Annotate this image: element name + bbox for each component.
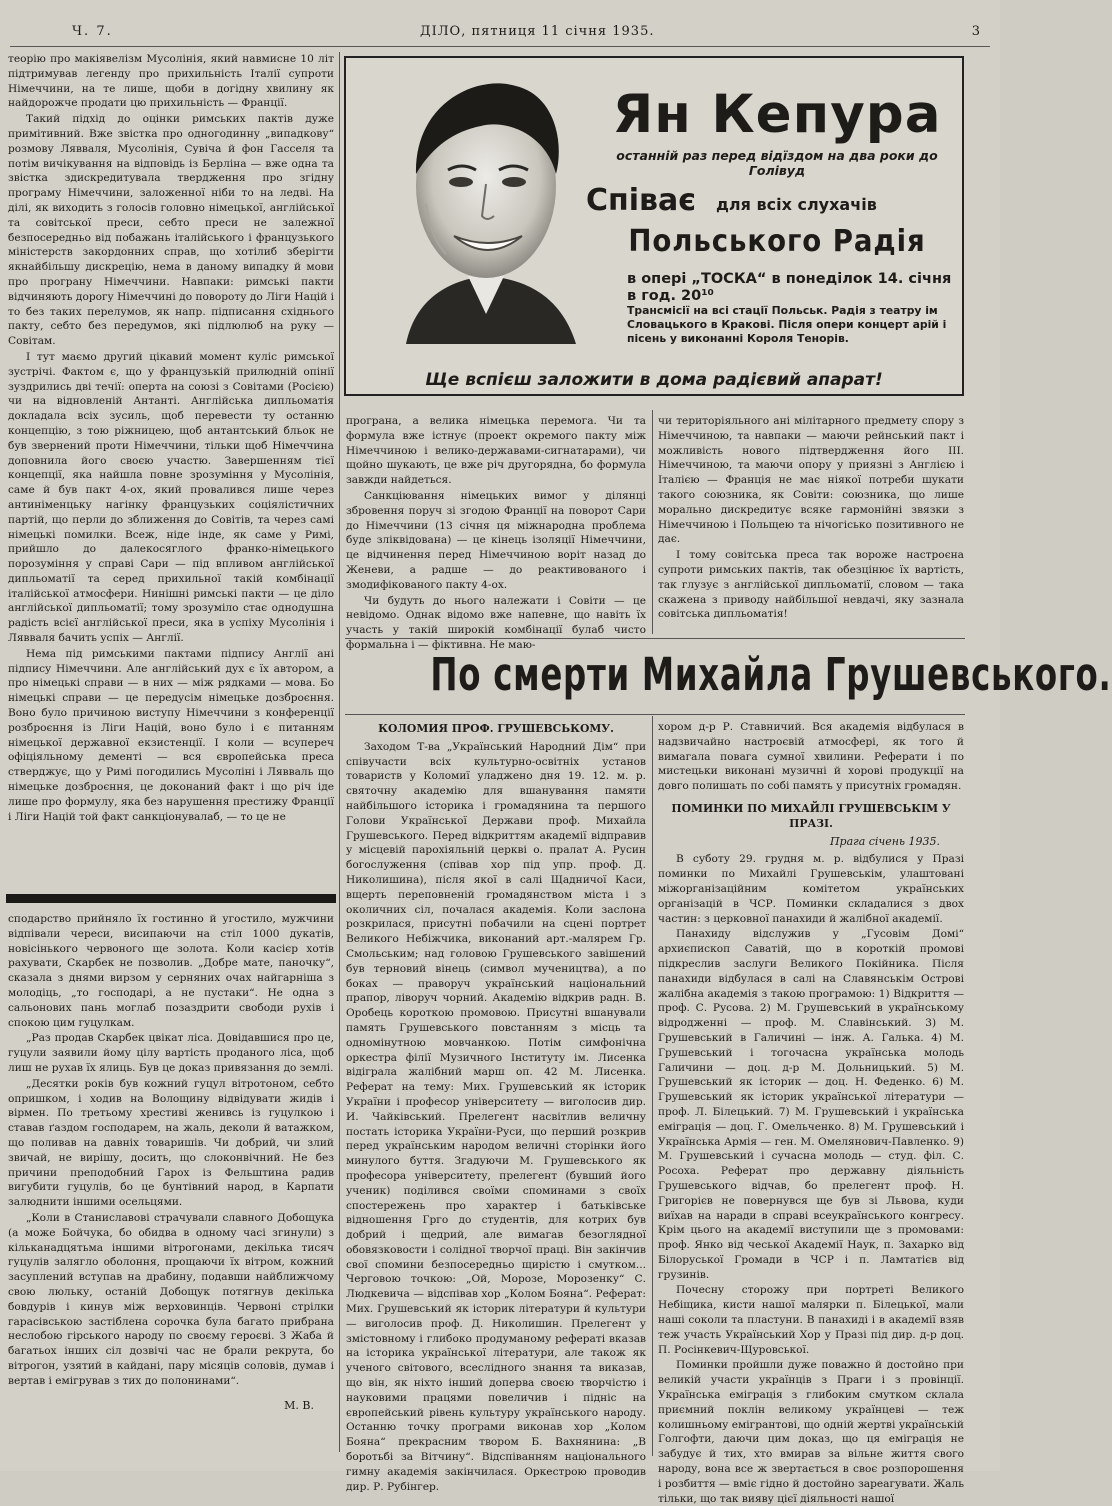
paragraph: теорію про макіявелізм Мусолінія, який навмисне 10 літ підтримував легенду про прихильність Італії супроти Німеччини, на те лише, щоби в догідну хвилину як найдорожче продати цю прихильність — Франції. [8,53,334,110]
paragraph: „Раз продав Скарбек цвікат ліса. Довідавшися про це, гуцули заявили йому цілу вартість проданого ліса, щоб лиш не рухав їх ялиць. Був це доказ привязання до землі. [8,1032,334,1074]
paragraph: Такий підхід до оцінки римських пактів дуже примітивний. Вже звістка про одногодинну „випадкову“ розмову Лявваля, Мусолінія, Сувіча й фон Гасселя та потім вичікування на відповідь із Берліна — вже одна та звістка здискредитувала твердження про згідну програму Німеччини, заложенної ніби то на ледві. На ділі, як виходить з голосів головно німецької, англійської та совітської преси, себто преси не залежної безпосередньо від побажань італійського і французького міністерств закордонних справ, що хотілиб зберігти якнайбільшу дискрецію, нема в даному випадку й мови про програну Німеччини. Навпаки: римські пакти відчиняють дорогу Німеччині до повороту до Ліги Націй і то без таких перелумов, як напр. підписання східнього пакту, себто без передумов, які підлюлюб на руку — Совітам. [8,113,334,348]
article-continuation-column-3 [658,414,964,632]
paragraph: хором д-р Р. Ставничий. Вся академія відбулася в надзвичайно настроєвій атмосфері, як того й вимагала повага сумної хвилини. Реферати і по мистецьки виконані музичні й хорові продукції на довго полишать по собі память у присутніх громадян. [658,721,964,793]
singer-portrait-image [386,64,586,344]
paragraph: Санкціювання німецьких вимог у ділянці збровення поруч зі згодою Франції на поворот Сари до Німеччини (13 січня ця міжнародна проблема буде зліквідована) — це кінець ізоляції Німеччини, це відчинення перед Німеччиною воріт назад до Женеви, а радше — до реактивованого і змодифікованого пакту 4-ох. [346,489,646,591]
paragraph: Заходом Т-ва „Український Народний Дім“ при співучасти всіх культурно-освітніх установ товариств у Коломиї уладжено дня 19. 12. м. р. святочну академію для вшанування памяти найбільшого історика і громадянина та першого Голови Української Держави проф. Михайла Грушевського. Перед відкриттям академії відправив у місцевій парохіяльній церкві о. пралат А. Русин богослуження (співав хор під упр. проф. Д. Николишина), після якої в салі Щадничої Каси, вщерть переповненій громадянством міста і з околичних сіл, почалася академія. Коли заслона розкрилася, присутні побачили на сцені портрет Великого Небіжчика, виконаний арт.-малярем Гр. Смольським; над головою Грушевського завішений був терновий вінець (символ мучеництва), а по боках — праворуч український національний прапор, ліворуч чорний. Академію відкрив радн. В. Оробець короткою промовою. Присутні вшанували память Грушевського повстанням з місць та одномінутною мовчанкою. Потім симфонічна оркестра філії Музичного Інституту ім. Лисенка відіграла жалібний марш оп. 42 М. Лисенка. Реферат на тему: Мих. Грушевський як історик України і професор університету — виголосив дир. И. Чайківський. Прелегент насвітлив величну постать історика України-Руси, що перший розкрив перед українським народом величні сторінки його минулого буття. Згадуючи М. Грушевського як професора університету, прелегент (бувший його ученик) поділився своїми споминами з своїх спостережень про характер і батьківське відношення Грго до студентів, для котрих був добрий і щедрий, але вимагав безоглядної обовязковости і солідної творчої праці. Він закінчив свої спомини безпосередньо щирістю і смутком... Черговою точкою: „Ой, Морозе, Морозенку“ С. Людкевича — відспівав хор „Колом Бояна“. Реферат: Мих. Грушевський як історик літератури й культури — виголосив проф. Д. Николишин. Прелегент у змістовному і глибоко продуманому рефераті вказав на історика української літератури, але також як ученого світового, всеслідного знання та виказав, що він, як ніхто інший доперва своєю творчістю і науковими працями повеличив і підніс на європейський рівень культуру українського народу. Останню точку програми виконав хор „Колом Бояна“ прекрасним твором Б. Вахнянина: „В боротьбі за Вітчину“. Відспіванням національного гимну академія закінчилася. Оркестрою проводив дир. Р. Рубінгер. [346,740,646,1493]
memorial-headline: По смерти Михайла Грушевського. [430,648,1112,701]
paragraph: програна, а велика німецька перемога. Чи та формула вже істнує (проект окремого пакту між Німеччиною і велико-державами-сигнатарами), чи щойно шукають, це вже річ другорядна, бо формула завжди найдеться. [346,415,646,487]
ad-opera-line: в опері „ТОСКА“ в понеділок 14. січня в год. 20¹⁰ [627,271,952,304]
masthead-dateline: ДІЛО, пятниця 11 січня 1935. [420,24,655,39]
section-divider-bar [6,894,336,903]
paragraph: Чи будуть до нього належати і Совіти — це невідомо. Однак відомо вже напевне, що навіть їх участь у такій широкій комбінації булаб чисто формальна і — фіктивна. Не маю- [346,594,646,651]
paragraph: чи територіяльного ані мілітарного предмету спору з Німеччиною, та навпаки — маючи рейнський пакт і можливість нового підтвердження його ІІІ. Німеччиною, та маючи опору у приязні з Англією і Італією — Франція не має ніякої потреби шукати такого союзника, як Совіти: союзника, що лише морально дискредитує всяке гармонійні звязки з Німеччиною і Польщею та нічогісько позитивного не дає. [658,415,964,546]
paragraph: „Десятки років був кожний гуцул вітротоном, себто опришком, і ходив на Волощину відвідувати жидів і вірмен. По третьому хрестиві женивсь із гуцулкою і ставав ґаздом господарем, на жаль, деколи й ватажком, що поливав на давніх товаришів. Чи добрий, чи злий звичай, не вирішу, досить, що слоконвічний. Не без причини преподобний Гарох із Фельштина радив вигубити гуцулів, бо це бунтівний народ, в Карпати залюднити іншими осельцями. [8,1077,334,1209]
paragraph: Почесну сторожу при портреті Великого Небіщика, кисти нашої малярки п. Білецької, мали наші соколи та пластуни. В панахиді і в академії взяв теж участь Український Хор у Празі під дир. д-р доц. П. Росінкевич-Щуровської. [658,1284,964,1356]
paragraph: Панахиду відслужив у „Гусовім Домі“ архиєпископ Саватій, що в короткій промові підкреслив заслуги Великого Покійника. Після панахиди відбулася в салі на Славянськім Острові жалібна академія з такою програмою: 1) Відкриття — проф. С. Русова. 2) М. Грушевський в українському відродженні — проф. М. Славінський. 3) М. Грушевський в Галичині — інж. А. Галька. 4) М. Грушевський і тогочасна українська молодь Галичини — доц. д-р М. Дольницький. 5) М. Грушевський як історик — доц. Н. Феденко. 6) М. Грушевський як історик української літератури — проф. Л. Білецький. 7) М. Грушевський і українська еміграція — доц. Г. Омельченко. 8) М. Грушевський і Українська Армія — ген. М. Омелянович-Павленко. 9) М. Грушевський і сучасна молодь — студ. філ. С. Росоха. Реферат про державну діяльність Грушевського відчав, бо прелегент проф. Н. Григорієв не повернувся ще був зі Львова, куди виїхав на наради в справі всеукраїнського конгресу. Крім цього на академії виступили ще з промовами: проф. Янко від чеської Академії Наук, п. Захарко від Білоруської Громади в ЧСР і п. Ламтатієв від грузинів. [658,928,964,1281]
story-column [8,912,334,1452]
paragraph: „Коли в Станиславові страчували славного Добощука (а може Бойчука, бо обидва в одному часі згинули) з кільканадцятьма іншими вітрогонами, декілька тисяч гуцулів залягло оболоння, прощаючи їх вітром, кожний засуплений вступав на драбину, подавши найближчому свою люльку, останій Добощук потягнув декілька бовдурів і кинув між верховинців. Червоні стрілки гарасівською застіблена сорочка була багато прибрана неслобою гірського народу по своєму героєві. З Жаба й багатьох інших сіл дозвічі час не брали рекрута, бо вітрогон, узятий в кайдані, пару місяців соловів, думав і вертав і емігрував з тих до полонинами“. [8,1211,334,1387]
paragraph: В суботу 29. грудня м. р. відбулися у Празі поминки по Михайлі Грушевськім, улаштовані міжорганізаційним комітетом українських організацій в ЧСР. Поминки складалися з двох частин: з церковної панахиди й жалібної академії. [658,853,964,925]
paragraph: Нема під римськими пактами підпису Англії ані підпису Німеччини. Але англійський дух є їх автором, а про німецькі справи — в них — між рядками — мова. Бо німецькі справи — це передусім німецьке дозброєння. Воно було причиною виступу Німеччини з конференції розброєння із Ліги Націй, воно було і є питанням німецької державної екзистенції. І коли — всупереч офіціяльному дементі — вся європейська преса стверджує, що у Римі погодились Мусоліні і Лявваль що німецьке дозброєння, це доконаний факт і що річ іде лише про формулу, яка без нарушення престижу Франції і Ліги Націй той факт санкціонувалаб, — то це не [8,647,334,823]
column-rule [652,410,653,634]
ad-broadcast-details: Трансмісії на всі стації Польськ. Радія з театру ім Словацького в Кракові. Після опери концерт арій і пісень у виконанні Короля Тенорів. [627,304,947,345]
kolomyia-report-column [346,720,646,1493]
ad-slogan: Ще вспієш заложити в дома радієвий апарат! [425,370,883,390]
page-header [40,24,980,44]
issue-number: Ч. 7. [72,24,113,39]
paragraph: Поминки пройшли дуже поважно й достойно при великій участи українців з Праги і з провінції. Українська еміграція з глибоким смутком склала приємний поклін великому українцеві — теж колишньому емігрантові, що одній жертві українській Голгофти, даючи цим доказ, що ця еміграція не забудує й тих, хто вмирав за вільне життя свого народу, вона все ж звертається в своє розпорошення і розбиття — вміє гідно й достойно зареагувати. Жаль тільки, що так вияву цієї діяльності нашої [658,1359,964,1505]
section-rule [345,714,965,715]
prague-subhead: ПОМИНКИ ПО МИХАЙЛІ ГРУШЕВСЬКІМ У ПРАЗІ. [671,801,951,830]
ad-radio-name: Польського Радія [628,224,926,259]
paragraph: сподарство прийняло їх гостинно й угостило, мужчини відпівали череси, висипаючи на стіл 1000 дукатів, новісінького червоного ще золота. Коли касієр хотів рахувати, Скарбек не позволив. „Добре мате, паночку“, сказала з днями вирзом у серняних очах найгарніша з молодіць, „то господарі, а не пустаки“. Не одна з сальонових пань моглаб позаздрити свободи рухів і спокою цим гуцулкам. [8,913,334,1029]
paragraph: І тут маємо другий цікавий момент куліс римської зустрічі. Фактом є, що у французькій прилюдній опінії зуздрились дві течії: оперта на союзі з Совітами (Росією) чи на відновленій Антанті. Англійська дипльоматія докладала всіх зусиль, щоб перевести ту останню концепцію, з тою ріжницею, щоб антантський бльок не був звернений проти Німеччини, тільки щоб Німеччина доповнила його своєю участю. Завершенням тієї концепції, яка найшла повне зрозуміння у Мусолінія, саме й був пакт 4-ох, який провалився лише через антиніменцьку нагінку французьких соціялістичних партій, що перли до зближення до Совітів, та через самі німецькі помилки. Всеж, ніде інде, як саме у Римі, прийшло до далекосяглого франко-німецького порозуміння у справі Сари — під впливом англійської дипльоматії та серед прихильної такій комбінації італійської атмосфери. Нинішні римські пакти — це діло англійської дипльоматії; тому зрозуміло стає однодушна радість всієї англійської преси, яка в успіху Мусолінія і Лявваля бачить успіх — Англії. [8,350,334,645]
singer-name: Ян Кепура [612,84,942,145]
radio-concert-advertisement [344,56,964,396]
column-rule [339,52,340,1452]
section-rule [345,638,965,639]
column-rule [652,716,653,1456]
ad-subtitle: останній раз перед відїздом на два роки до Голівуд [616,148,938,178]
kolomyia-subhead: КОЛОМИЯ ПРОФ. ГРУШЕВСЬКОМУ. [378,722,614,735]
author-signature: М. В. [284,1398,314,1412]
paragraph: І тому совітська преса так вороже настроєна супроти римських пактів, так обезцінює їх вартість, так глузує з англійської дипльоматії, словом — така скажена з приводу найбільшої невдачі, яку зазнала совітська дипльоматія! [658,549,964,621]
prague-report-column [658,720,964,1505]
prague-dateline: Прага січень 1935. [829,834,940,848]
ad-sings-word: Співає [586,183,697,218]
ad-sings-rest: для всіх слухачів [716,195,877,214]
page-number: 3 [971,24,980,39]
header-rule [10,46,990,47]
article-continuation-column [8,52,334,886]
article-continuation-column-2 [346,414,646,651]
